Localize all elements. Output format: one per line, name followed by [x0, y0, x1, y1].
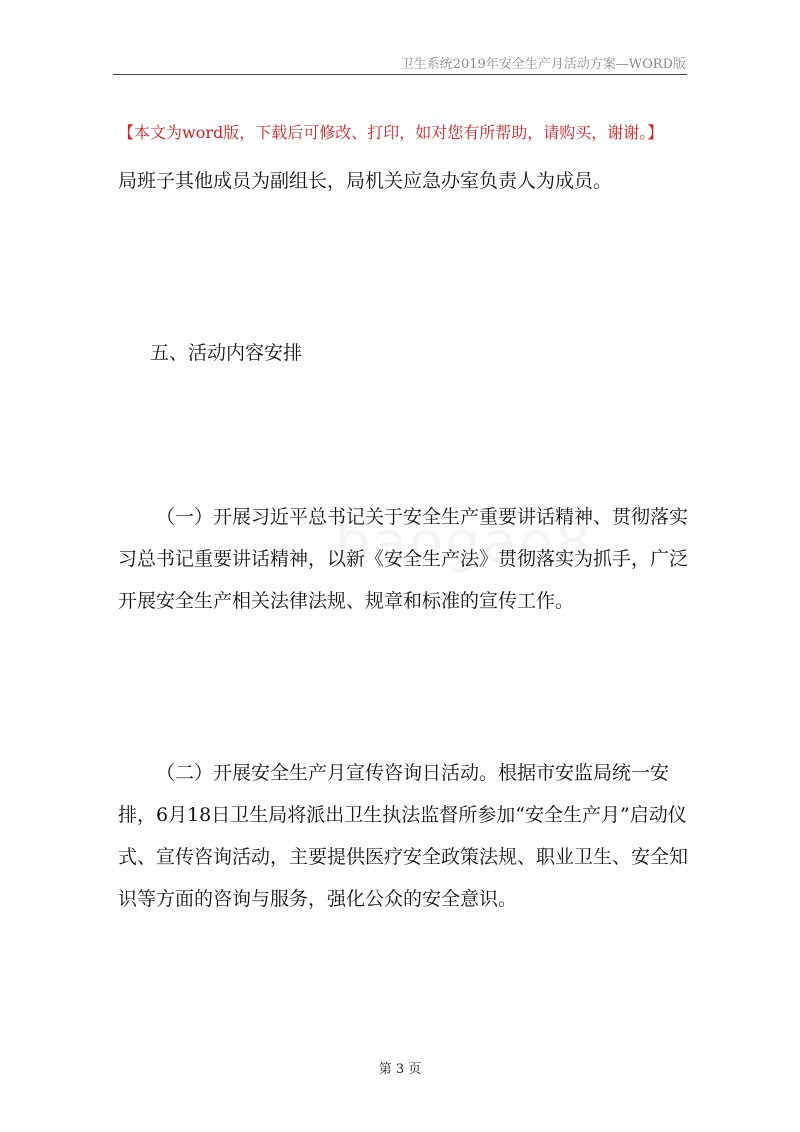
section-heading: 五、活动内容安排 — [150, 342, 303, 364]
page-number: 第 3 页 — [378, 1062, 422, 1077]
header-title: 卫生系统2019年安全生产月活动方案—WORD版 — [400, 57, 686, 72]
purchase-notice: 【本文为word版，下载后可修改、打印，如对您有所帮助，请购买，谢谢。】 — [118, 123, 664, 142]
header-divider — [113, 74, 687, 75]
paragraph-committee-members: 局班子其他成员为副组长，局机关应急办室负责人为成员。 — [118, 170, 613, 192]
paragraph-item-two: （二）开展安全生产月宣传咨询日活动。根据市安监局统一安排，6月18日卫生局将派出卫生执法监督所参加“安全生产月”启动仪式、宣传咨询活动，主要提供医疗安全政策法规、职业卫生、安全知识等方面的咨询与服务，强化公众的安全意识。 — [118, 762, 689, 910]
paragraph-item-one: （一）开展习近平总书记关于安全生产重要讲话精神、贯彻落实习总书记重要讲话精神，以新《安全生产法》贯彻落实为抓手，广泛开展安全生产相关法律法规、规章和标准的宣传工作。 — [118, 506, 689, 612]
